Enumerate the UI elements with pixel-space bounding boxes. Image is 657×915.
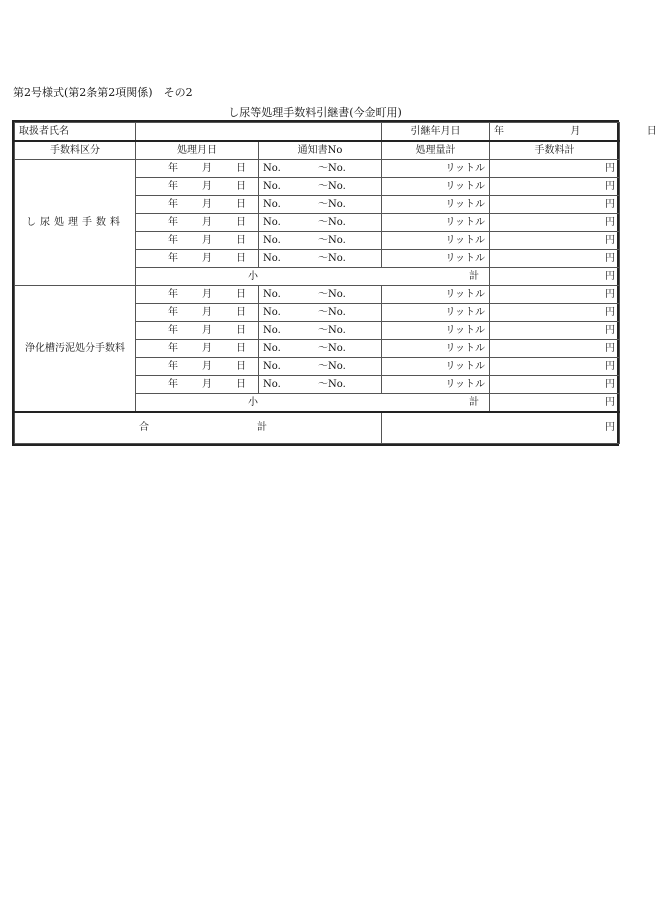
grand-total-label	[19, 413, 377, 443]
notice-no-range	[263, 196, 377, 213]
process-date-cell[interactable]	[136, 340, 259, 358]
date-day: 日	[236, 379, 246, 390]
notice-no-cell[interactable]	[259, 160, 382, 178]
handover-day: 日	[646, 126, 657, 137]
handover-month: 月	[570, 126, 581, 137]
fee-cell[interactable]: 円	[490, 196, 620, 214]
header-category: 手数料区分	[15, 141, 136, 160]
header-notice-no: 通知書No	[259, 141, 382, 160]
date-month: 月	[202, 235, 212, 246]
notice-no-cell[interactable]	[259, 358, 382, 376]
notice-no-from: No.	[263, 379, 281, 390]
date-year: 年	[168, 253, 178, 264]
notice-no-range	[263, 376, 377, 393]
notice-no-to: ～No.	[318, 379, 346, 390]
handover-date-label: 引継年月日	[382, 123, 490, 142]
grand-total-right: 計	[257, 422, 267, 433]
header-fee-total: 手数料計	[490, 141, 620, 160]
notice-no-range	[263, 340, 377, 357]
volume-cell[interactable]: リットル	[382, 286, 490, 304]
volume-cell[interactable]: リットル	[382, 232, 490, 250]
date-day: 日	[236, 343, 246, 354]
process-date-parts	[140, 340, 254, 357]
subtotal-left: 小	[248, 397, 258, 408]
volume-cell[interactable]: リットル	[382, 160, 490, 178]
fee-category-cell: 浄化槽汚泥処分手数料	[15, 286, 136, 413]
handover-date-field[interactable]	[490, 123, 657, 142]
notice-no-to: ～No.	[318, 343, 346, 354]
fee-cell[interactable]: 円	[490, 322, 620, 340]
notice-no-to: ～No.	[318, 163, 346, 174]
notice-no-range	[263, 160, 377, 177]
volume-cell[interactable]: リットル	[382, 250, 490, 268]
process-date-cell[interactable]	[136, 286, 259, 304]
form-label: 第2号様式(第2条第2項関係) その2	[13, 86, 193, 99]
notice-no-cell[interactable]	[259, 250, 382, 268]
notice-no-to: ～No.	[318, 307, 346, 318]
notice-no-from: No.	[263, 163, 281, 174]
handler-label: 取扱者氏名	[15, 123, 136, 142]
date-year: 年	[168, 379, 178, 390]
date-month: 月	[202, 361, 212, 372]
notice-no-from: No.	[263, 343, 281, 354]
fee-cell[interactable]: 円	[490, 286, 620, 304]
notice-no-range	[263, 322, 377, 339]
date-year: 年	[168, 343, 178, 354]
date-month: 月	[202, 307, 212, 318]
date-year: 年	[168, 199, 178, 210]
notice-no-from: No.	[263, 289, 281, 300]
date-month: 月	[202, 181, 212, 192]
fee-cell[interactable]: 円	[490, 160, 620, 178]
volume-cell[interactable]: リットル	[382, 340, 490, 358]
header-volume-total: 処理量計	[382, 141, 490, 160]
subtotal-label	[140, 394, 485, 411]
fee-cell[interactable]: 円	[490, 250, 620, 268]
fee-cell[interactable]: 円	[490, 214, 620, 232]
notice-no-from: No.	[263, 325, 281, 336]
notice-no-from: No.	[263, 217, 281, 228]
process-date-parts	[140, 376, 254, 393]
process-date-cell[interactable]	[136, 196, 259, 214]
notice-no-from: No.	[263, 199, 281, 210]
date-day: 日	[236, 181, 246, 192]
date-year: 年	[168, 307, 178, 318]
notice-no-from: No.	[263, 253, 281, 264]
notice-no-cell[interactable]	[259, 214, 382, 232]
process-date-parts	[140, 196, 254, 213]
fee-cell[interactable]: 円	[490, 232, 620, 250]
notice-no-cell[interactable]	[259, 304, 382, 322]
grand-total-left: 合	[139, 422, 149, 433]
date-month: 月	[202, 253, 212, 264]
notice-no-range	[263, 250, 377, 267]
header-row	[15, 141, 620, 160]
process-date-cell[interactable]	[136, 358, 259, 376]
notice-no-from: No.	[263, 307, 281, 318]
date-year: 年	[168, 217, 178, 228]
notice-no-cell[interactable]	[259, 322, 382, 340]
notice-no-from: No.	[263, 361, 281, 372]
fee-handover-sheet	[12, 120, 657, 446]
date-month: 月	[202, 163, 212, 174]
fee-cell[interactable]: 円	[490, 358, 620, 376]
subtotal-right: 計	[469, 397, 479, 408]
subtotal-left: 小	[248, 271, 258, 282]
process-date-cell[interactable]	[136, 250, 259, 268]
notice-no-to: ～No.	[318, 325, 346, 336]
grand-total-label-cell	[15, 412, 382, 444]
date-year: 年	[168, 289, 178, 300]
notice-no-to: ～No.	[318, 235, 346, 246]
notice-no-range	[263, 358, 377, 375]
date-day: 日	[236, 199, 246, 210]
notice-no-cell[interactable]	[259, 286, 382, 304]
notice-no-cell[interactable]	[259, 232, 382, 250]
process-date-parts	[140, 250, 254, 267]
process-date-parts	[140, 286, 254, 303]
date-year: 年	[168, 325, 178, 336]
fee-category-cell: し尿処理手数料	[15, 160, 136, 286]
grand-total-row	[15, 412, 620, 444]
date-month: 月	[202, 325, 212, 336]
subtotal-right: 計	[469, 271, 479, 282]
table-row	[15, 286, 620, 304]
subtotal-fee-cell[interactable]: 円	[490, 268, 620, 286]
process-date-cell[interactable]	[136, 304, 259, 322]
date-day: 日	[236, 289, 246, 300]
subtotal-label-cell	[136, 268, 490, 286]
notice-no-to: ～No.	[318, 181, 346, 192]
volume-cell[interactable]: リットル	[382, 304, 490, 322]
process-date-parts	[140, 178, 254, 195]
date-day: 日	[236, 325, 246, 336]
subtotal-fee-cell[interactable]: 円	[490, 394, 620, 413]
process-date-parts	[140, 358, 254, 375]
date-day: 日	[236, 361, 246, 372]
date-month: 月	[202, 217, 212, 228]
date-year: 年	[168, 361, 178, 372]
process-date-cell[interactable]	[136, 178, 259, 196]
date-month: 月	[202, 289, 212, 300]
volume-cell[interactable]: リットル	[382, 358, 490, 376]
date-day: 日	[236, 235, 246, 246]
notice-no-to: ～No.	[318, 361, 346, 372]
process-date-cell[interactable]	[136, 160, 259, 178]
fee-table	[14, 122, 657, 444]
process-date-parts	[140, 214, 254, 231]
date-day: 日	[236, 253, 246, 264]
process-date-parts	[140, 160, 254, 177]
notice-no-cell[interactable]	[259, 340, 382, 358]
form-title: し尿等処理手数料引継書(今金町用)	[228, 106, 402, 119]
notice-no-cell[interactable]	[259, 196, 382, 214]
notice-no-cell[interactable]	[259, 178, 382, 196]
volume-cell[interactable]: リットル	[382, 214, 490, 232]
date-year: 年	[168, 235, 178, 246]
volume-cell[interactable]: リットル	[382, 376, 490, 394]
date-month: 月	[202, 343, 212, 354]
volume-cell[interactable]: リットル	[382, 322, 490, 340]
grand-total-fee-cell[interactable]: 円	[382, 412, 620, 444]
notice-no-cell[interactable]	[259, 376, 382, 394]
date-month: 月	[202, 379, 212, 390]
fee-cell[interactable]: 円	[490, 376, 620, 394]
handler-name-field[interactable]	[136, 123, 382, 142]
date-day: 日	[236, 163, 246, 174]
volume-cell[interactable]: リットル	[382, 196, 490, 214]
notice-no-range	[263, 304, 377, 321]
date-day: 日	[236, 307, 246, 318]
notice-no-range	[263, 214, 377, 231]
notice-no-range	[263, 232, 377, 249]
date-year: 年	[168, 181, 178, 192]
process-date-cell[interactable]	[136, 214, 259, 232]
volume-cell[interactable]: リットル	[382, 178, 490, 196]
date-day: 日	[236, 217, 246, 228]
process-date-parts	[140, 304, 254, 321]
header-process-date: 処理月日	[136, 141, 259, 160]
notice-no-range	[263, 286, 377, 303]
date-month: 月	[202, 199, 212, 210]
subtotal-label-cell	[136, 394, 490, 413]
process-date-parts	[140, 322, 254, 339]
date-year: 年	[168, 163, 178, 174]
notice-no-to: ～No.	[318, 289, 346, 300]
process-date-cell[interactable]	[136, 376, 259, 394]
handover-year: 年	[494, 126, 504, 137]
process-date-cell[interactable]	[136, 322, 259, 340]
process-date-parts	[140, 232, 254, 249]
fee-cell[interactable]: 円	[490, 304, 620, 322]
notice-no-from: No.	[263, 235, 281, 246]
notice-no-to: ～No.	[318, 217, 346, 228]
fee-cell[interactable]: 円	[490, 178, 620, 196]
process-date-cell[interactable]	[136, 232, 259, 250]
table-row	[15, 160, 620, 178]
notice-no-to: ～No.	[318, 199, 346, 210]
notice-no-range	[263, 178, 377, 195]
top-row	[15, 123, 620, 142]
fee-cell[interactable]: 円	[490, 340, 620, 358]
notice-no-from: No.	[263, 181, 281, 192]
subtotal-label	[140, 268, 485, 285]
notice-no-to: ～No.	[318, 253, 346, 264]
